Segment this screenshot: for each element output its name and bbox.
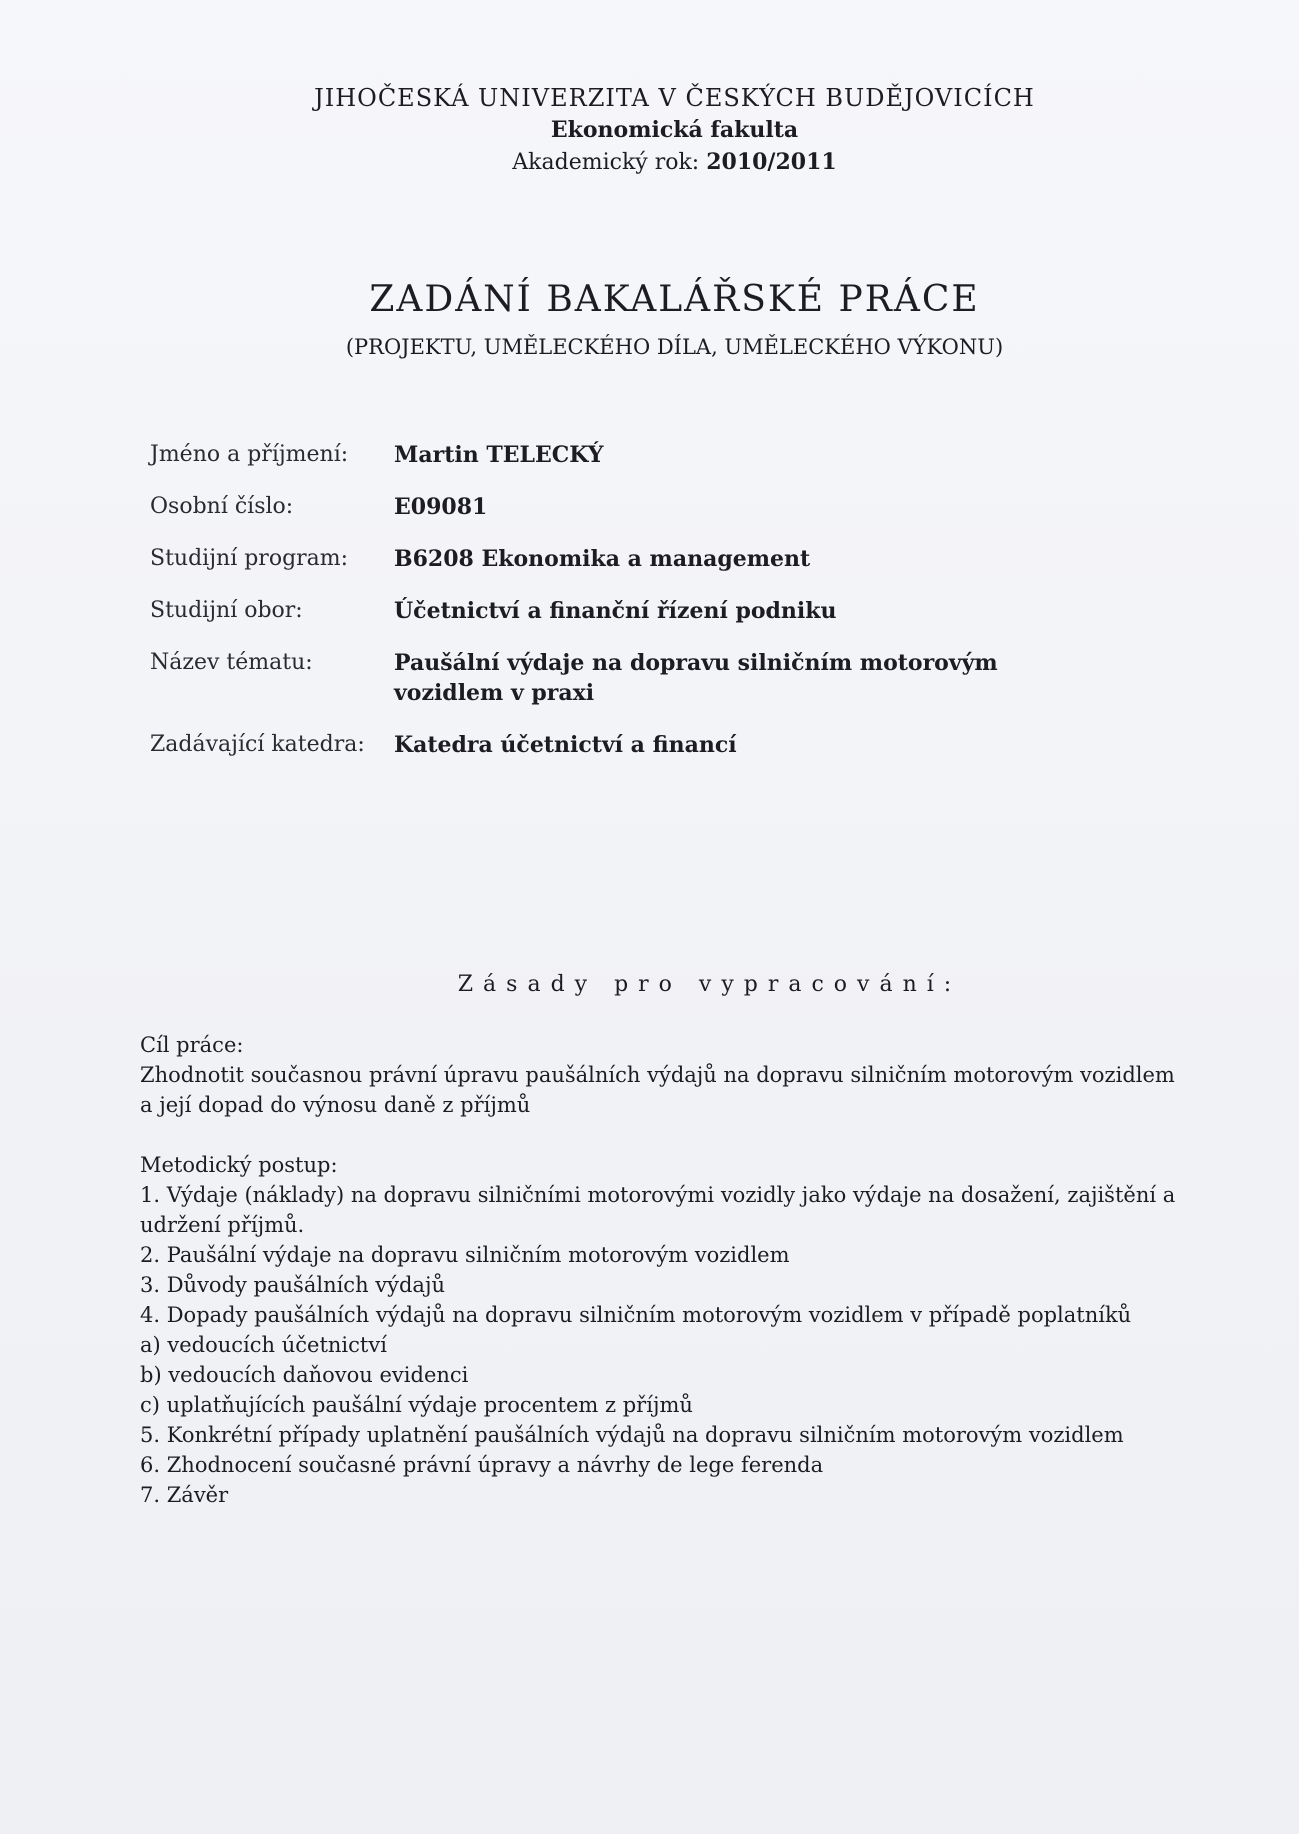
- assignment-body: [140, 1030, 1190, 1540]
- method-item: 1. Výdaje (náklady) na dopravu silničními motorovými vozidly jako výdaje na dosažení, zajištění a udržení příjmů.: [140, 1183, 1176, 1237]
- field-label: Jméno a příjmení:: [150, 442, 349, 467]
- field-row-study-program: [150, 544, 1070, 574]
- academic-year-label: Akademický rok:: [512, 150, 700, 175]
- field-label: Název tématu:: [150, 650, 313, 675]
- field-label: Studijní obor:: [150, 598, 303, 623]
- field-row-personal-number: [150, 492, 1070, 522]
- field-value: E09081: [394, 494, 488, 520]
- field-row-study-field: [150, 596, 1070, 626]
- title-block: [0, 276, 1299, 362]
- student-info: [150, 440, 1070, 782]
- document-header: [0, 82, 1299, 179]
- field-value: Paušální výdaje na dopravu silničním motorovým vozidlem v praxi: [394, 650, 998, 706]
- field-value: B6208 Ekonomika a management: [394, 546, 811, 572]
- method-item: b) vedoucích daňovou evidenci: [140, 1363, 469, 1387]
- goal-text: Zhodnotit současnou právní úpravu paušálních výdajů na dopravu silničním motorovým vozidlem a její dopad do výnosu daně z příjmů: [140, 1063, 1175, 1117]
- method-item: c) uplatňujících paušální výdaje procentem z příjmů: [140, 1393, 693, 1417]
- university-name: JIHOČESKÁ UNIVERZITA V ČESKÝCH BUDĚJOVICÍCH: [314, 84, 1035, 112]
- field-label: Zadávající katedra:: [150, 732, 365, 757]
- academic-year-value: 2010/2011: [706, 149, 837, 175]
- document-subtitle: (PROJEKTU, UMĚLECKÉHO DÍLA, UMĚLECKÉHO VÝKONU): [345, 335, 1004, 359]
- goal-section: [140, 1030, 1190, 1120]
- method-item: a) vedoucích účetnictví: [140, 1333, 387, 1357]
- field-row-department: [150, 730, 1070, 760]
- field-label: Studijní program:: [150, 546, 349, 571]
- section-heading: Zásady pro vypracování:: [457, 972, 962, 997]
- goal-label: Cíl práce:: [140, 1033, 244, 1057]
- field-row-topic: [150, 648, 1070, 708]
- method-item: 3. Důvody paušálních výdajů: [140, 1273, 445, 1297]
- academic-year: [50, 146, 1299, 179]
- field-value: Martin TELECKÝ: [394, 442, 604, 468]
- field-value: Účetnictví a finanční řízení podniku: [394, 598, 837, 624]
- method-item: 6. Zhodnocení současné právní úpravy a návrhy de lege ferenda: [140, 1453, 824, 1477]
- method-label: Metodický postup:: [140, 1153, 338, 1177]
- field-label: Osobní číslo:: [150, 494, 294, 519]
- document-title: ZADÁNÍ BAKALÁŘSKÉ PRÁCE: [369, 279, 980, 320]
- method-item: 5. Konkrétní případy uplatnění paušálních výdajů na dopravu silničním motorovým vozidlem: [140, 1423, 1124, 1447]
- method-section: [140, 1150, 1190, 1510]
- field-row-name: [150, 440, 1070, 470]
- method-item: 4. Dopady paušálních výdajů na dopravu silničním motorovým vozidlem v případě poplatníků: [140, 1303, 1132, 1327]
- field-value: Katedra účetnictví a financí: [394, 732, 737, 758]
- method-item: 2. Paušální výdaje na dopravu silničním motorovým vozidlem: [140, 1243, 790, 1267]
- faculty-name: Ekonomická fakulta: [550, 117, 799, 143]
- method-item: 7. Závěr: [140, 1483, 229, 1507]
